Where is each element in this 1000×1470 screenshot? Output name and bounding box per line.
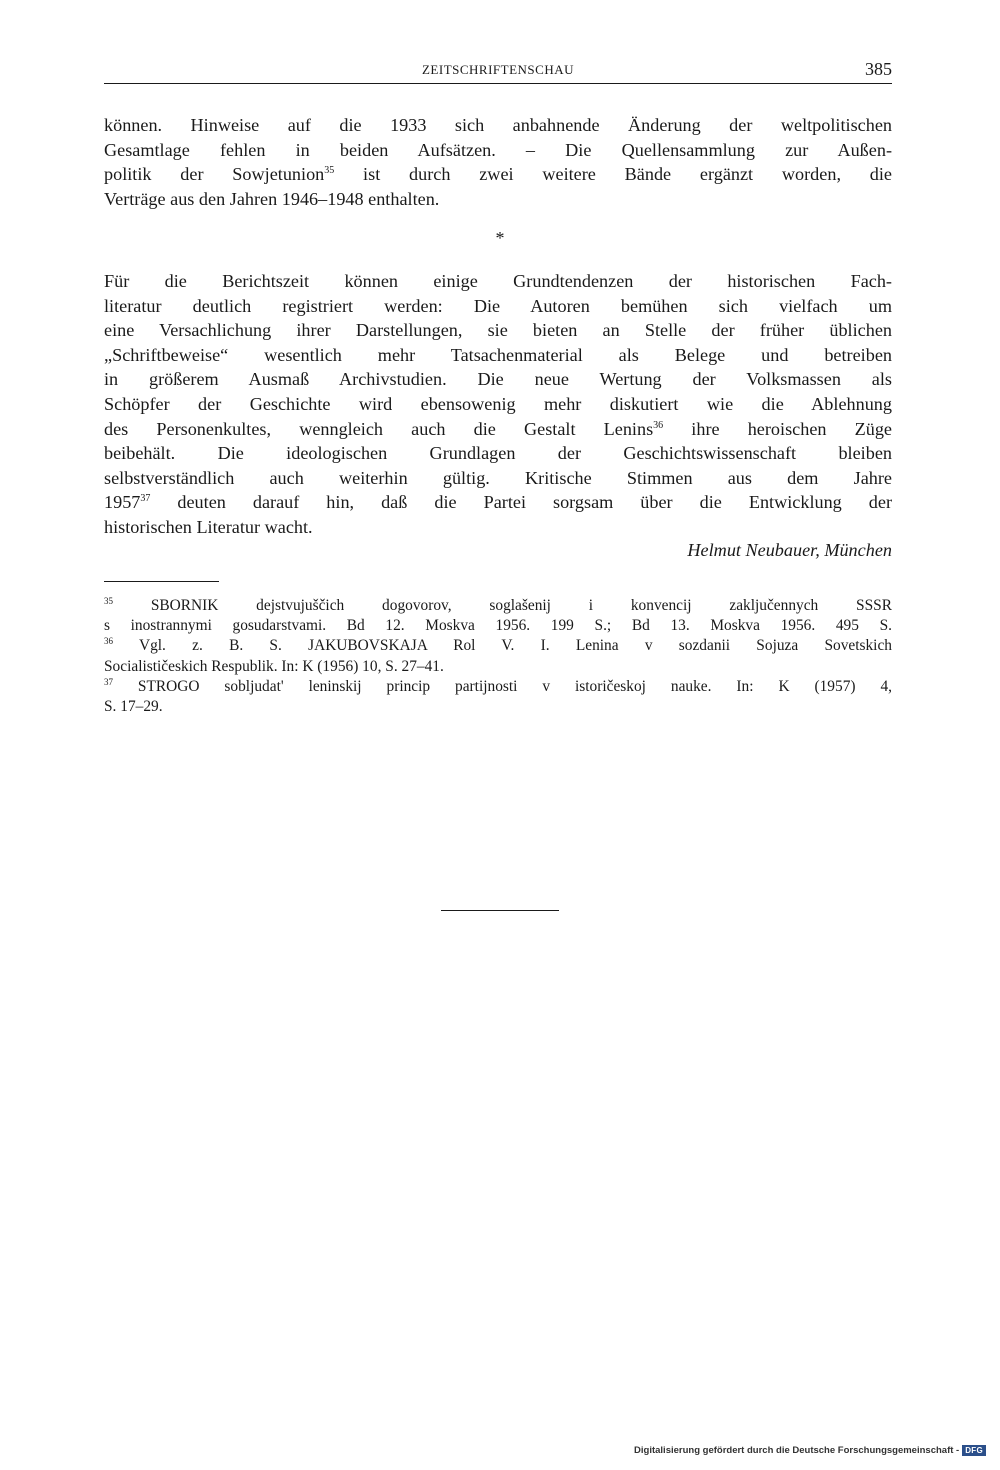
author-signature: Helmut Neubauer, München [687, 540, 892, 560]
header-rule [104, 83, 892, 84]
text-segment: des Personenkultes, wenngleich auch die Gestalt Lenins [104, 418, 654, 439]
text-line: literatur deutlich registriert werden: Die Autoren bemühen sich vielfach um [104, 295, 892, 316]
footnote-line [104, 677, 892, 697]
text-segment: deuten darauf hin, daß die Partei sorgsam über die Entwicklung der [150, 492, 892, 513]
running-title: ZEITSCHRIFTENSCHAU [421, 62, 574, 77]
text-line: Gesamtlage fehlen in beiden Aufsätzen. – Die Quellensammlung zur Außen- [104, 139, 892, 160]
footnote-line: Socialističeskich Respublik. In: K (1956) 10, S. 27–41. [104, 657, 444, 675]
footnote-line [104, 596, 892, 616]
paragraph-1 [104, 113, 892, 211]
text-line: Für die Berichtszeit können einige Grundtendenzen der historischen Fach- [104, 271, 892, 291]
dfg-logo: DFG [962, 1445, 986, 1456]
footnote-ref-37: 37 [140, 493, 151, 505]
text-line: historischen Literatur wacht. [104, 516, 313, 537]
text-line: Verträge aus den Jahren 1946–1948 enthalten. [104, 188, 440, 209]
text-line [104, 417, 892, 442]
text-segment: ist durch zwei weitere Bände ergänzt worden, die [334, 164, 893, 185]
page-number: 385 [865, 59, 892, 79]
text-segment: 1957 [104, 492, 141, 513]
text-line: eine Versachlichung ihrer Darstellungen, sie bieten an Stelle der früher üblichen [104, 320, 892, 341]
text-segment: Vgl. z. B. S. JAKUBOVSKAJA Rol V. I. Lenina v sozdanii Sojuza Sovetskich [113, 637, 892, 655]
text-line: Schöpfer der Geschichte wird ebensowenig mehr diskutiert wie die Ablehnung [104, 393, 892, 414]
end-rule [441, 910, 559, 911]
footnote-number: 35 [104, 596, 113, 606]
footnote-line: s inostrannymi gosudarstvami. Bd 12. Moskva 1956. 199 S.; Bd 13. Moskva 1956. 495 S. [104, 617, 892, 635]
text-segment: politik der Sowjetunion [104, 164, 325, 185]
text-line: „Schriftbeweise“ wesentlich mehr Tatsachenmaterial als Belege und betreiben [104, 344, 892, 365]
text-line [104, 162, 892, 187]
digitization-credit [634, 1445, 986, 1456]
footnote-number: 36 [104, 636, 113, 647]
text-segment: STROGO sobljudat' leninskij princip partijnosti v istoričeskoj nauke. In: K (1957) 4, [113, 677, 892, 695]
text-segment: SBORNIK dejstvujuščich dogovorov, soglašenij i konvencij zaključennych SSSR [113, 597, 892, 614]
footnote-number: 37 [104, 676, 113, 687]
text-line: können. Hinweise auf die 1933 sich anbahnende Änderung der weltpolitischen [104, 115, 892, 135]
footnote-ref-36: 36 [653, 419, 664, 431]
footnote-line [104, 636, 892, 656]
paragraph-2 [104, 269, 892, 540]
credit-text: Digitalisierung gefördert durch die Deutsche Forschungsgemeinschaft - [634, 1445, 960, 1456]
running-head [104, 59, 892, 82]
text-line: in größerem Ausmaß Archivstudien. Die neue Wertung der Volksmassen als [104, 369, 892, 390]
footnote-rule [104, 581, 219, 582]
text-line: selbstverständlich auch weiterhin gültig. Kritische Stimmen aus dem Jahre [104, 467, 892, 488]
text-line [104, 490, 892, 515]
footnote-ref-35: 35 [324, 165, 335, 177]
footnotes [104, 596, 892, 717]
text-segment: ihre heroischen Züge [663, 418, 892, 439]
footnote-line: S. 17–29. [104, 697, 163, 715]
section-separator-asterisk: * [495, 228, 505, 248]
text-line: beibehält. Die ideologischen Grundlagen der Geschichtswissenschaft bleiben [104, 443, 892, 464]
